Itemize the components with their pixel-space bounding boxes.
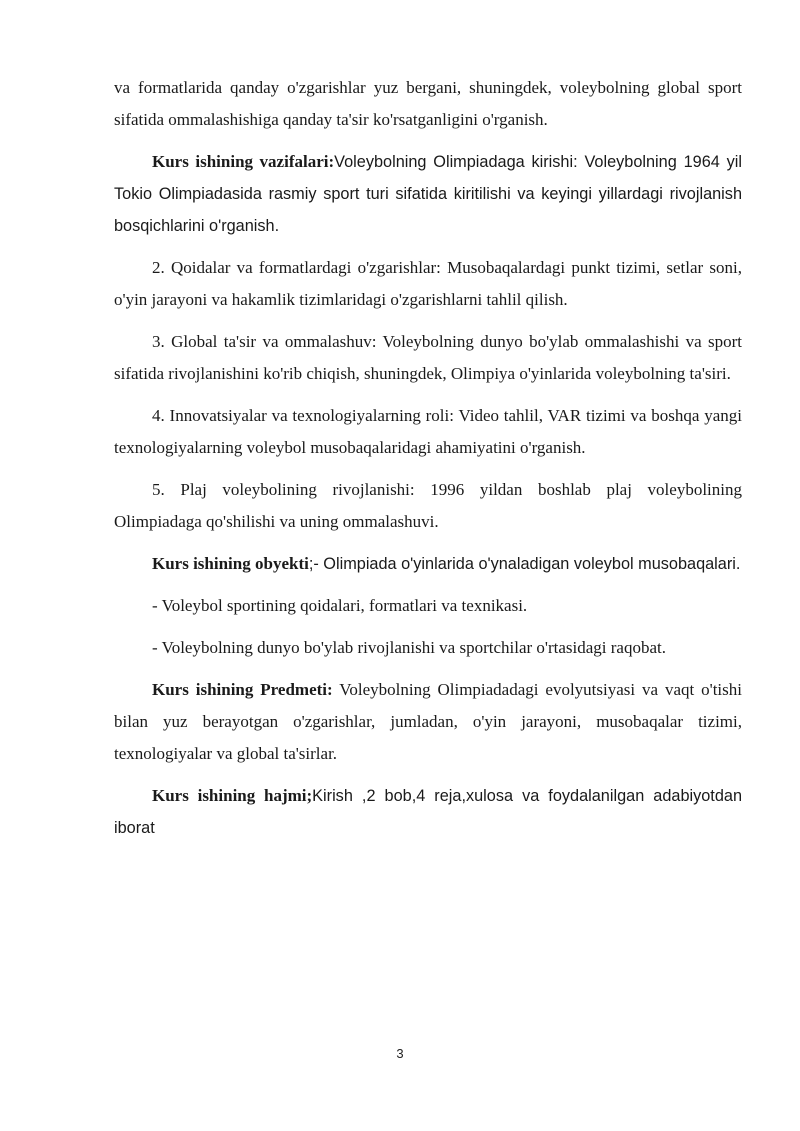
paragraph-object <box>114 548 742 580</box>
object-heading: Kurs ishining obyekti <box>152 554 309 573</box>
paragraph-task-3 <box>114 326 742 390</box>
volume-heading: Kurs ishining hajmi; <box>152 786 313 805</box>
paragraph-text: 5. Plaj voleybolining rivojlanishi: 1996 yildan boshlab plaj voleybolining Olimpiadaga qo'shilishi va uning ommalashuvi. <box>114 480 742 531</box>
paragraph-text: - Voleybolning dunyo bo'ylab rivojlanishi va sportchilar o'rtasidagi raqobat. <box>152 638 666 657</box>
subject-text: Voleybolning Olimpiadadagi evolyutsiyasi va vaqt o'tishi bilan yuz berayotgan o'zgarishlar, jumladan, o'yin jarayoni, musobaqalar tizimi, texnologiyalar va global ta'sirlar. <box>114 680 742 763</box>
paragraph-object-item-1 <box>114 590 742 622</box>
paragraph-object-item-2 <box>114 632 742 664</box>
paragraph-tasks <box>114 146 742 242</box>
paragraph-task-2 <box>114 252 742 316</box>
paragraph-goal-continuation <box>114 72 742 136</box>
paragraph-text: 2. Qoidalar va formatlardagi o'zgarishlar: Musobaqalardagi punkt tizimi, setlar soni, o'yin jarayoni va hakamlik tizimlaridagi o'zgarishlarni tahlil qilish. <box>114 258 742 309</box>
tasks-text: Voleybolning Olimpiadaga kirishi: Voleybolning 1964 yil Tokio Olimpiadasida rasmiy sport turi sifatida kiritilishi va keyingi yillardagi rivojlanish bosqichlarini o'rganish. <box>114 153 742 235</box>
paragraph-text: 4. Innovatsiyalar va texnologiyalarning roli: Video tahlil, VAR tizimi va boshqa yangi texnologiyalarning voleybol musobaqalaridagi ahamiyatini o'rganish. <box>114 406 742 457</box>
paragraph-subject <box>114 674 742 770</box>
paragraph-text: - Voleybol sportining qoidalari, formatlari va texnikasi. <box>152 596 528 615</box>
page-number: 3 <box>396 1046 404 1061</box>
paragraph-task-5 <box>114 474 742 538</box>
paragraph-task-4 <box>114 400 742 464</box>
paragraph-text: va formatlarida qanday o'zgarishlar yuz bergani, shuningdek, voleybolning global sport sifatida ommalashishiga qanday ta'sir ko'rsatganligini o'rganish. <box>114 78 742 129</box>
page-body <box>114 72 742 854</box>
tasks-heading: Kurs ishining vazifalari: <box>152 152 335 171</box>
paragraph-text: 3. Global ta'sir va ommalashuv: Voleybolning dunyo bo'ylab ommalashishi va sport sifatida rivojlanishini ko'rib chiqish, shuningdek, Olimpiya o'yinlarida voleybolning ta'siri. <box>114 332 742 383</box>
subject-heading: Kurs ishining Predmeti: <box>152 680 333 699</box>
paragraph-volume <box>114 780 742 844</box>
volume-text: Kirish ,2 bob,4 reja,xulosa va foydalanilgan adabiyotdan iborat <box>114 787 742 837</box>
object-text: ;- Olimpiada o'yinlarida o'ynaladigan voleybol musobaqalari. <box>308 555 741 573</box>
